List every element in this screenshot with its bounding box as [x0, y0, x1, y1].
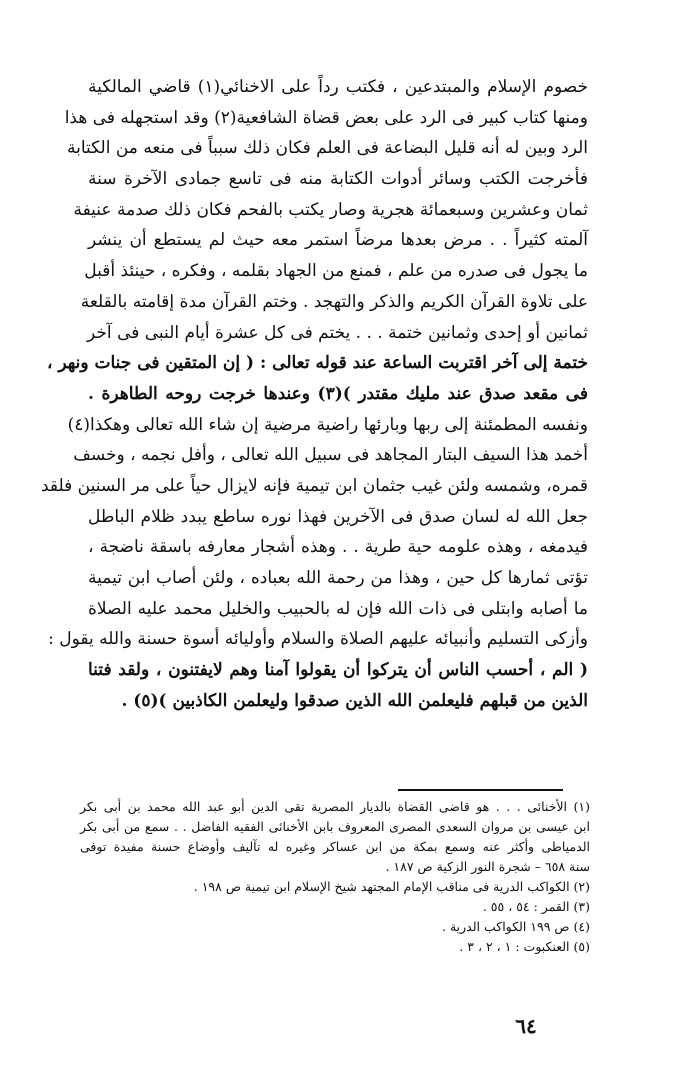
text-line: تؤتى ثمارها كل حين ، وهذا من رحمة الله بعباده ، ولئن أصاب ابن تيمية	[88, 568, 588, 588]
text-line: ما أصابه وابتلى فى ذات الله فإن له بالحبيب والخليل محمد عليه الصلاة	[88, 598, 588, 619]
text-line: فيدمغه ، وهذه علومه حية طرية . . وهذه أشجار معارفه باسقة ناضجة ،	[88, 537, 588, 558]
text-line: أخمد هذا السيف البتار المجاهد فى سبيل الله تعالى ، وأفل نجمه ، وخسف	[73, 445, 588, 466]
footnote-line: سنة ٦٥٨ – شجرة النور الزكية ص ١٨٧ .	[385, 859, 590, 874]
footnote-line: (٢) الكواكب الدرية فى مناقب الإمام المجتهد شيخ الإسلام ابن تيمية ص ١٩٨ .	[193, 879, 590, 894]
footnote-line: الدمياطى وأكثر عنه وسمع بمكة من ابن عساكر وغيره له تآليف وأوضاع حسنة مفيدة توفى	[80, 839, 590, 854]
text-line: فى مقعد صدق عند مليك مقتدر )(٣) وعندها خرجت روحه الطاهرة .	[88, 383, 588, 404]
text-line: ( الم ، أحسب الناس أن يتركوا أن يقولوا آمنا وهم لايفتنون ، ولقد فتنا	[88, 660, 588, 681]
footnote-line: ابن عيسى بن مروان السعدى المصرى المعروف بابن الأخنائى الفقيه الفاضل . . سمع من أبى بكر	[80, 819, 590, 834]
footnote-line: (١) الأخنائى . . . هو قاضى القضاة بالديار المصرية تقى الدين أبو عبد الله محمد بن أبى بكر	[80, 799, 590, 814]
text-line: ثمان وعشرين وسبعمائة هجرية وصار يكتب بالفحم فكان ذلك صدمة عنيفة	[73, 199, 588, 220]
text-line: الرد وبين له أنه قليل البضاعة فى العلم فكان ذلك سبباً فى منعه من الكتابة	[67, 138, 588, 159]
main-text	[41, 72, 589, 716]
footnote-line: (٤) ص ١٩٩ الكواكب الدرية .	[442, 919, 590, 934]
text-line: فأخرجت الكتب وسائر أدوات الكتابة منه فى تاسع جمادى الآخرة سنة	[88, 169, 588, 190]
text-line: ونفسه المطمئنة إلى ربها وبارئها راضية مرضية إن شاء الله تعالى وهكذا(٤)	[67, 414, 588, 435]
text-line: آلمته كثيراً . . مرض بعدها مرضاً استمر معه حيث لم يستطع أن ينشر	[88, 230, 588, 251]
text-line: ما يجول فى صدره من علم ، فمنع من الجهاد بقلمه ، وفكره ، حينئذ أقبل	[84, 261, 588, 282]
text-line: ومنها كتاب كبير فى الرد على بعض قضاة الشافعية(٢) وقد استجهله فى هذا	[64, 107, 588, 128]
text-line: قمره، وشمسه ولئن غيب جثمان ابن تيمية فإنه لايزال حياً على مر السنين فلقد	[41, 475, 588, 496]
text-line: الذين من قبلهم فليعلمن الله الذين صدقوا وليعلمن الكاذبين )(٥) .	[121, 690, 588, 711]
footnotes	[80, 797, 590, 957]
footnote-line: (٥) العنكبوت : ١ ، ٢ ، ٣ .	[459, 939, 590, 954]
text-line: على تلاوة القرآن الكريم والذكر والتهجد . وختم القرآن مدة إقامته بالقلعة	[80, 291, 588, 312]
text-line: ثمانين أو إحدى وثمانين ختمة . . . يختم فى كل عشرة أيام النبى فى آخر	[87, 322, 588, 343]
text-line: ختمة إلى آخر اقتربت الساعة عند قوله تعالى : ( إن المتقين فى جنات ونهر ،	[46, 353, 588, 374]
text-line: وأزكى التسليم وأنبيائه عليهم الصلاة والسلام وأوليائه أسوة حسنة والله يقول :	[48, 629, 588, 650]
text-line: جعل الله له لسان صدق فى الآخرين فهذا نوره ساطع يبدد ظلام الباطل	[88, 506, 588, 527]
page-number: ٦٤	[515, 1014, 537, 1038]
footnote-divider	[398, 789, 563, 791]
footnote-line: (٣) القمر : ٥٤ ، ٥٥ .	[482, 899, 590, 914]
text-line: خصوم الإسلام والمبتدعين ، فكتب رداً على الاخنائي(١) قاضي المالكية	[88, 77, 589, 97]
